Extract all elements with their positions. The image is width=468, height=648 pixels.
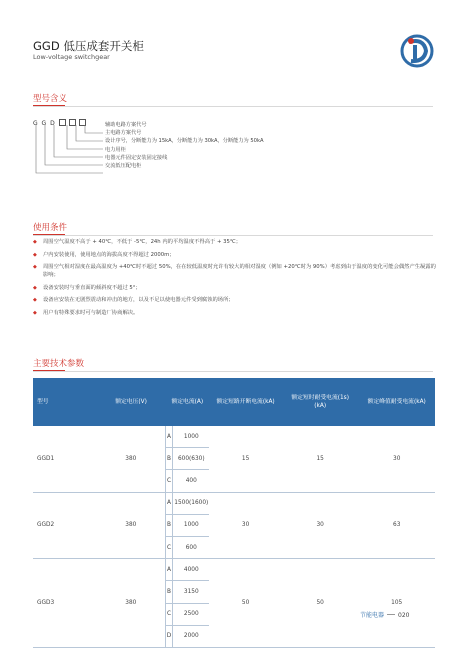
table-row [33,426,435,448]
code-label: 电器元件固定安装固定接线 [105,154,168,161]
page-number: 020 [398,612,410,619]
condition-item: ◆ 户内安装使用，使用地点的海拔高度不得超过 2000m； [33,251,438,259]
cell-current-value: 1500(1600) [173,492,210,514]
divider [33,371,433,372]
col-header-peak: 额定峰值耐受电流(kA) [358,378,435,426]
company-logo [400,34,434,68]
condition-item: ◆ 周围空气温度不高于 + 40℃，不低于 -5℃，24h 内的平均温度不得高于 + 35℃； [33,238,438,246]
code-label: 辅助电路方案代号 [105,122,147,128]
cell-current-value: 2000 [173,625,210,647]
footer-brand: 节能电器 [360,612,385,619]
divider [33,235,433,236]
table-row [33,492,435,514]
divider-accent [33,370,65,371]
model-code-letters: G G D [33,120,56,127]
cell-short: 15 [282,426,359,492]
cell-current-value: 3150 [173,581,210,603]
table-header-row [33,378,435,426]
cell-current-value: 1000 [173,514,210,536]
conditions-list [33,238,438,321]
code-label: 主电路方案代号 [105,130,142,137]
col-header-break: 额定短路开断电流(kA) [209,378,282,426]
cell-current-value: 600(630) [173,448,210,470]
model-meaning-heading: 型号含义 [33,94,68,104]
tech-table [33,378,435,648]
page-subtitle: Low-voltage switchgear [33,53,110,61]
table-row [33,559,435,581]
condition-item: ◆ 周围空气相对湿度在最高温度为 +40℃时不超过 50%，在在较低温度时允许有较大的相对湿度（例如 +20℃时为 90%）考虑到由于温度的变化可能会偶然产生凝露的影响； [33,263,438,279]
cell-short: 30 [282,492,359,559]
cell-current-label: C [165,536,172,558]
divider-accent [33,105,65,106]
cell-current-value: 400 [173,470,210,492]
condition-item: ◆ 设备安装时与垂直面的倾斜度不超过 5°； [33,284,438,292]
cell-current-label: D [165,625,172,647]
code-label: 电力用柜 [105,146,126,153]
cell-peak: 30 [358,426,435,492]
cell-short: 50 [282,559,359,648]
conditions-heading: 使用条件 [33,223,68,233]
cell-break: 15 [209,426,282,492]
cell-model: GGD1 [33,426,97,492]
cell-current-label: B [165,514,172,536]
cell-voltage: 380 [97,559,165,648]
code-label-list [105,121,264,170]
condition-item: ◆ 设备应安装在无剧烈震动和冲击的地方，以及不足以使电器元件受到腐蚀的场所； [33,296,438,304]
cell-break: 30 [209,492,282,559]
tech-heading: 主要技术参数 [33,359,85,369]
cell-current-label: C [165,603,172,625]
code-label: 交流低压配电柜 [105,163,142,170]
cell-model: GGD2 [33,492,97,559]
footer-separator [387,614,395,615]
cell-current-label: A [165,426,172,448]
divider [33,106,433,107]
cell-voltage: 380 [97,492,165,559]
page-title: GGD 低压成套开关柜 [33,39,144,53]
cell-current-label: B [165,581,172,603]
col-header-voltage: 额定电压(V) [97,378,165,426]
cell-current-label: C [165,470,172,492]
cell-break: 50 [209,559,282,648]
col-header-model: 型号 [33,378,97,426]
condition-item: ◆ 用户有特殊要求时可与制造厂协商解决。 [33,309,438,317]
cell-current-value: 4000 [173,559,210,581]
cell-current-value: 1000 [173,426,210,448]
page-footer [360,610,409,619]
col-header-current: 额定电流(A) [165,378,209,426]
cell-peak: 105 [358,559,435,648]
divider-accent [33,234,65,235]
cell-voltage: 380 [97,426,165,492]
col-header-short: 额定短时耐受电流(1s)(kA) [282,378,359,426]
code-label: 设计序号，分断能力为 15kA，分断能力为 30kA，分断能力为 50kA [105,138,264,145]
cell-current-label: A [165,559,172,581]
cell-current-label: B [165,448,172,470]
cell-current-value: 2500 [173,603,210,625]
cell-current-value: 600 [173,536,210,558]
cell-current-label: A [165,492,172,514]
cell-peak: 63 [358,492,435,559]
cell-model: GGD3 [33,559,97,648]
